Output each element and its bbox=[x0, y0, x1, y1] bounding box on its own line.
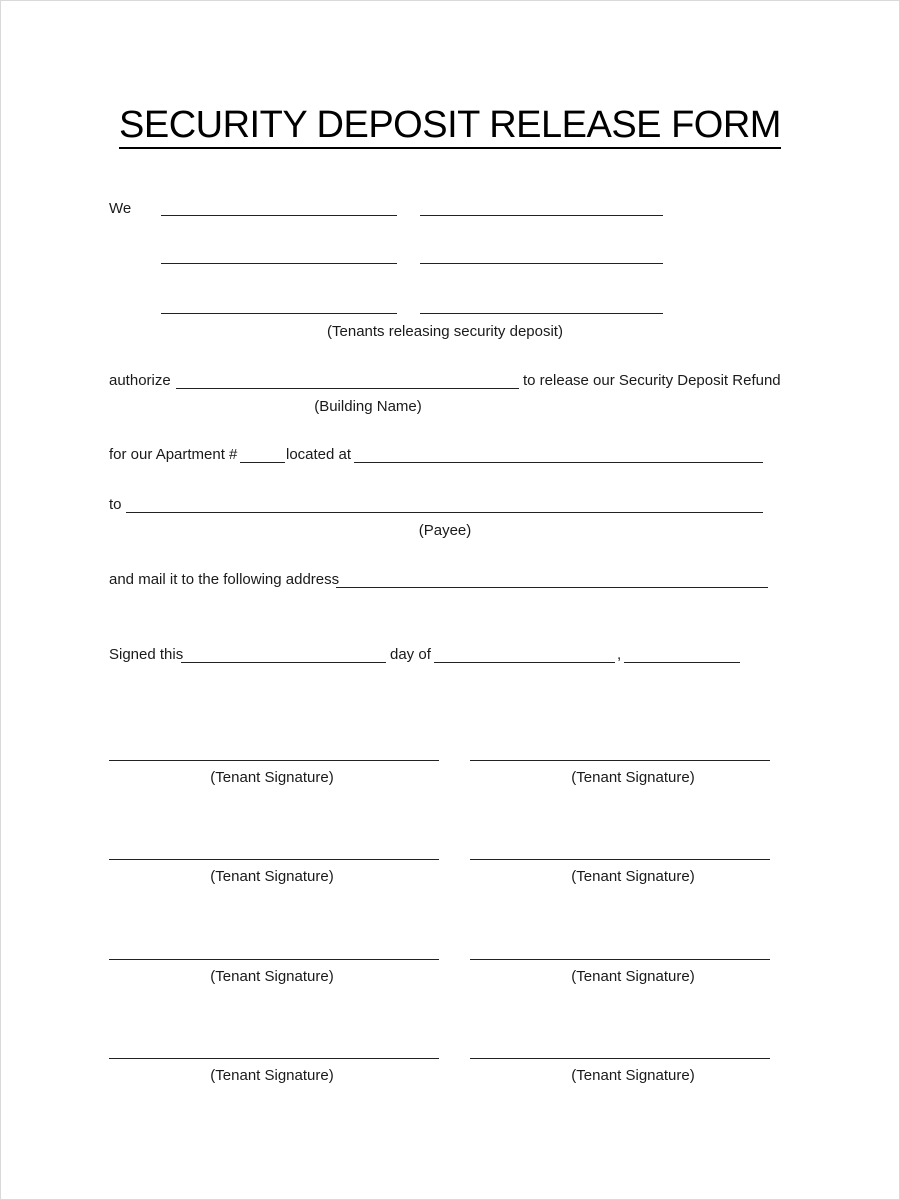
tenant-signature-field-7[interactable] bbox=[109, 1058, 439, 1059]
tenant-name-field-1[interactable] bbox=[161, 215, 397, 216]
signed-label: Signed this bbox=[109, 646, 184, 663]
we-label: We bbox=[109, 200, 132, 217]
tenant-signature-field-4[interactable] bbox=[470, 859, 770, 860]
day-of-label: day of bbox=[390, 646, 431, 663]
signature-caption-7: (Tenant Signature) bbox=[210, 1067, 334, 1084]
located-label: located at bbox=[286, 446, 352, 463]
signature-caption-8: (Tenant Signature) bbox=[571, 1067, 695, 1084]
tenant-name-field-2[interactable] bbox=[420, 215, 663, 216]
tenant-name-field-4[interactable] bbox=[420, 263, 663, 264]
apartment-number-field[interactable] bbox=[240, 462, 285, 463]
mailing-address-field[interactable] bbox=[336, 587, 768, 588]
signed-year-field[interactable] bbox=[624, 662, 740, 663]
authorize-label: authorize bbox=[109, 372, 171, 389]
building-name-field[interactable] bbox=[176, 388, 519, 389]
tenant-signature-field-8[interactable] bbox=[470, 1058, 770, 1059]
signature-caption-4: (Tenant Signature) bbox=[571, 868, 695, 885]
tenant-signature-field-5[interactable] bbox=[109, 959, 439, 960]
tenant-signature-field-1[interactable] bbox=[109, 760, 439, 761]
tenant-signature-field-6[interactable] bbox=[470, 959, 770, 960]
signature-caption-1: (Tenant Signature) bbox=[210, 769, 334, 786]
signature-caption-2: (Tenant Signature) bbox=[571, 769, 695, 786]
form-title: SECURITY DEPOSIT RELEASE FORM bbox=[0, 104, 900, 147]
signature-caption-3: (Tenant Signature) bbox=[210, 868, 334, 885]
mail-label: and mail it to the following address bbox=[109, 571, 340, 588]
signature-caption-5: (Tenant Signature) bbox=[210, 968, 334, 985]
signed-month-field[interactable] bbox=[434, 662, 615, 663]
payee-field[interactable] bbox=[126, 512, 763, 513]
apartment-address-field[interactable] bbox=[354, 462, 763, 463]
to-label: to bbox=[109, 496, 122, 513]
tenant-name-field-5[interactable] bbox=[161, 313, 397, 314]
tenant-name-field-6[interactable] bbox=[420, 313, 663, 314]
apartment-label: for our Apartment # bbox=[109, 446, 238, 463]
signature-caption-6: (Tenant Signature) bbox=[571, 968, 695, 985]
tenant-signature-field-2[interactable] bbox=[470, 760, 770, 761]
tenant-name-field-3[interactable] bbox=[161, 263, 397, 264]
date-comma: , bbox=[617, 646, 622, 663]
payee-caption: (Payee) bbox=[418, 522, 472, 539]
authorize-suffix: to release our Security Deposit Refund bbox=[523, 372, 781, 389]
signed-day-field[interactable] bbox=[181, 662, 386, 663]
building-caption: (Building Name) bbox=[314, 398, 422, 415]
tenants-caption: (Tenants releasing security deposit) bbox=[327, 323, 563, 340]
tenant-signature-field-3[interactable] bbox=[109, 859, 439, 860]
